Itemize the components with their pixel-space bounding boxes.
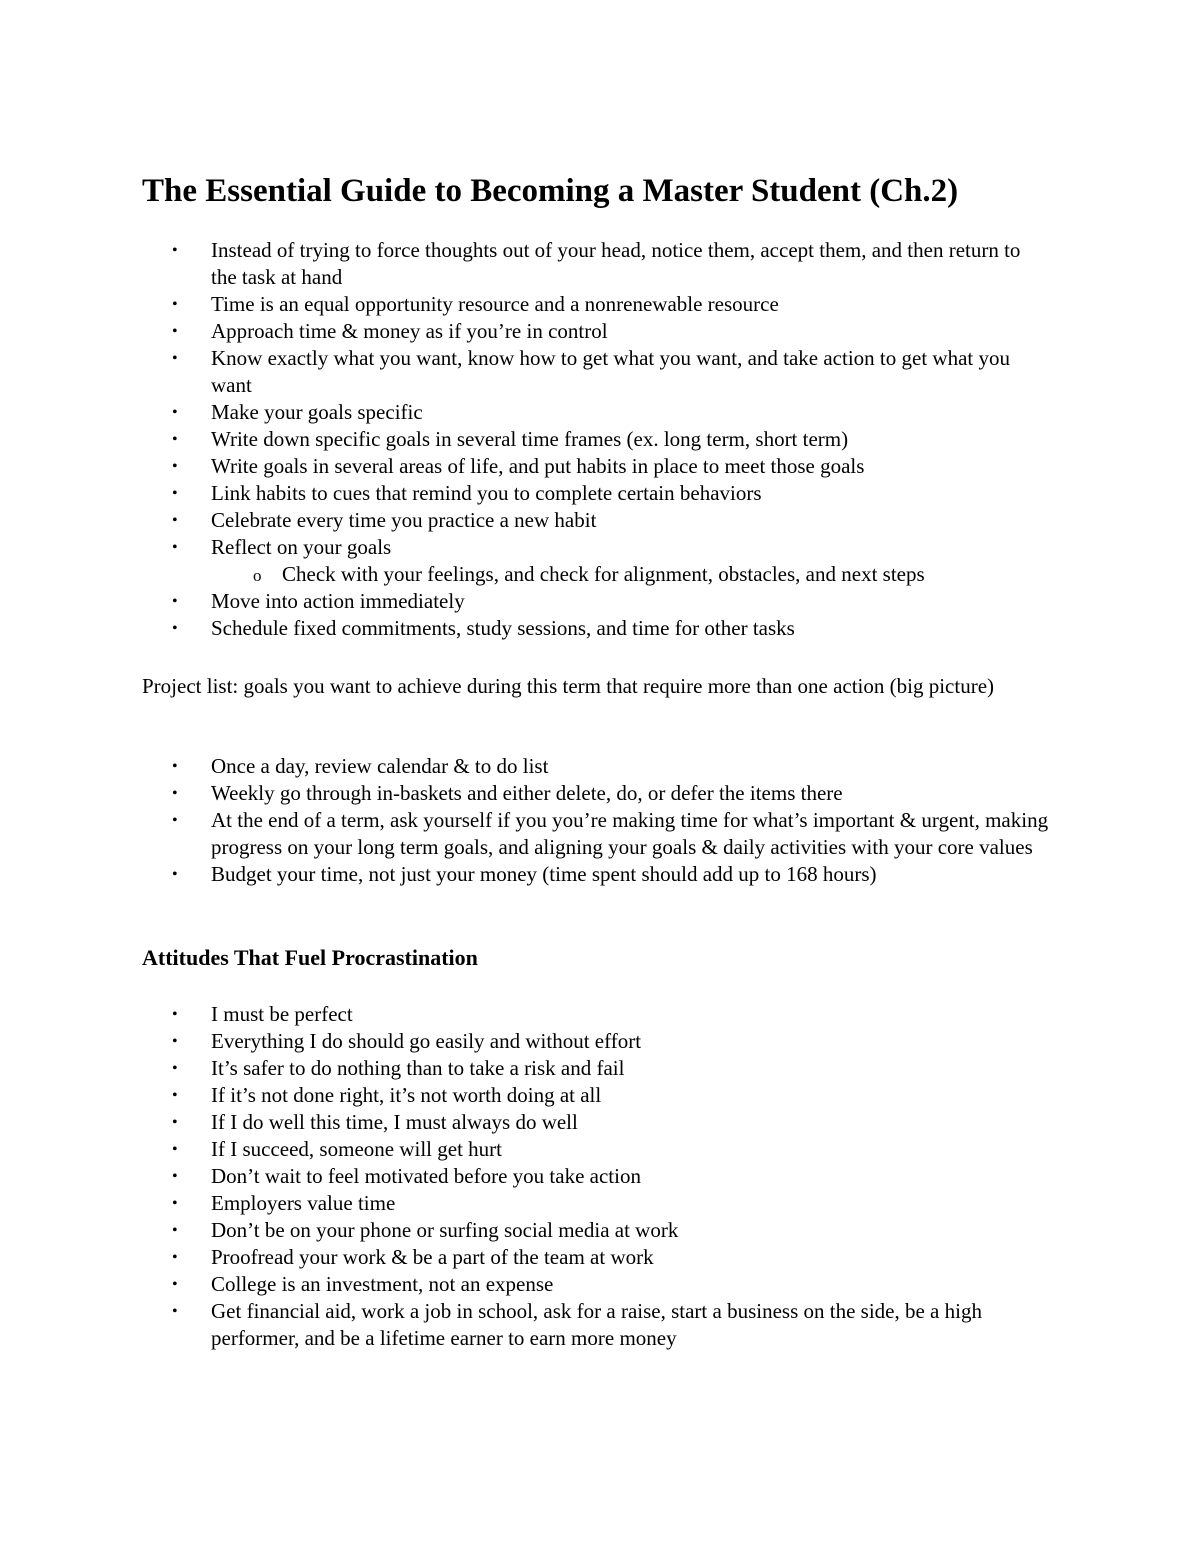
list-item-text: Celebrate every time you practice a new habit <box>211 508 597 532</box>
bullet-icon: • <box>172 1249 178 1266</box>
bullet-icon: • <box>172 1168 178 1185</box>
list-item <box>0 1217 1051 1244</box>
bullet-icon: • <box>172 242 178 259</box>
list-item-text: If I succeed, someone will get hurt <box>211 1137 502 1161</box>
list-item-text: Write goals in several areas of life, and put habits in place to meet those goals <box>211 454 865 478</box>
sub-list-item <box>211 561 1051 588</box>
sub-bullet-icon: o <box>253 566 262 585</box>
bullet-icon: • <box>172 593 178 610</box>
list-item <box>0 1298 1051 1352</box>
list-item-text: Schedule fixed commitments, study sessions, and time for other tasks <box>211 616 795 640</box>
list-item <box>0 1055 1051 1082</box>
bullet-icon: • <box>172 350 178 367</box>
list-item <box>0 453 1051 480</box>
procrastination-attitudes-list <box>0 1001 1200 1352</box>
list-item-text: Everything I do should go easily and without effort <box>211 1029 642 1053</box>
sub-list <box>211 561 1051 588</box>
bullet-icon: • <box>172 1222 178 1239</box>
bullet-icon: • <box>172 296 178 313</box>
list-item <box>0 1082 1051 1109</box>
list-item <box>0 291 1051 318</box>
bullet-icon: • <box>172 812 178 829</box>
list-item <box>0 318 1051 345</box>
sub-list-item-text: Check with your feelings, and check for alignment, obstacles, and next steps <box>282 562 925 586</box>
bullet-icon: • <box>172 1141 178 1158</box>
bullet-icon: • <box>172 404 178 421</box>
bullet-icon: • <box>172 620 178 637</box>
bullet-icon: • <box>172 1276 178 1293</box>
list-item <box>0 1190 1051 1217</box>
bullet-icon: • <box>172 1006 178 1023</box>
list-item-text: It’s safer to do nothing than to take a risk and fail <box>211 1056 625 1080</box>
list-item <box>0 861 1051 888</box>
list-item <box>0 807 1051 861</box>
list-item-text: Once a day, review calendar & to do list <box>211 754 549 778</box>
list-item-text: Instead of trying to force thoughts out of your head, notice them, accept them, and then return to the task at hand <box>211 238 1021 289</box>
list-item <box>0 1271 1051 1298</box>
list-item-text: Move into action immediately <box>211 589 465 613</box>
list-item-text: If it’s not done right, it’s not worth doing at all <box>211 1083 602 1107</box>
list-item-text: If I do well this time, I must always do well <box>211 1110 578 1134</box>
list-item-text: Get financial aid, work a job in school, ask for a raise, start a business on the side, be a high performer, and be a lifetime earner to earn more money <box>211 1299 982 1350</box>
list-item <box>0 237 1051 291</box>
bullet-icon: • <box>172 485 178 502</box>
list-item-text: Know exactly what you want, know how to get what you want, and take action to get what you want <box>211 346 1010 397</box>
bullet-icon: • <box>172 1033 178 1050</box>
list-item-text: Don’t be on your phone or surfing social media at work <box>211 1218 679 1242</box>
list-item <box>0 1109 1051 1136</box>
list-item <box>0 1244 1051 1271</box>
list-item-text: Reflect on your goals <box>211 535 392 559</box>
bullet-icon: • <box>172 458 178 475</box>
list-item <box>0 1136 1051 1163</box>
list-item <box>0 1028 1051 1055</box>
bullet-icon: • <box>172 1060 178 1077</box>
project-list-paragraph: Project list: goals you want to achieve during this term that require more than one action (big picture) <box>142 674 995 698</box>
bullet-icon: • <box>172 785 178 802</box>
bullet-icon: • <box>172 1087 178 1104</box>
list-item-text: Budget your time, not just your money (time spent should add up to 168 hours) <box>211 862 877 886</box>
bullet-icon: • <box>172 539 178 556</box>
list-item-text: Time is an equal opportunity resource and a nonrenewable resource <box>211 292 779 316</box>
bullet-icon: • <box>172 1114 178 1131</box>
list-item-text: Weekly go through in-baskets and either delete, do, or defer the items there <box>211 781 843 805</box>
review-list <box>0 753 1200 888</box>
list-item <box>0 534 1051 588</box>
section-heading: Attitudes That Fuel Procrastination <box>142 945 478 970</box>
list-item-text: College is an investment, not an expense <box>211 1272 554 1296</box>
bullet-icon: • <box>172 323 178 340</box>
bullet-icon: • <box>172 758 178 775</box>
list-item-text: Make your goals specific <box>211 400 423 424</box>
list-item <box>0 780 1051 807</box>
key-points-list <box>0 237 1200 642</box>
list-item <box>0 426 1051 453</box>
list-item <box>0 753 1051 780</box>
list-item <box>0 507 1051 534</box>
list-item <box>0 480 1051 507</box>
list-item-text: Approach time & money as if you’re in control <box>211 319 608 343</box>
bullet-icon: • <box>172 866 178 883</box>
list-item-text: Link habits to cues that remind you to complete certain behaviors <box>211 481 762 505</box>
list-item-text: Proofread your work & be a part of the team at work <box>211 1245 654 1269</box>
list-item <box>0 615 1051 642</box>
list-item-text: Write down specific goals in several time frames (ex. long term, short term) <box>211 427 849 451</box>
document-title: The Essential Guide to Becoming a Master Student (Ch.2) <box>142 173 959 209</box>
bullet-icon: • <box>172 1303 178 1320</box>
list-item-text: At the end of a term, ask yourself if you you’re making time for what’s important & urgent, making progress on your long term goals, and aligning your goals & daily activities with your core values <box>211 808 1049 859</box>
bullet-icon: • <box>172 512 178 529</box>
list-item <box>0 1001 1051 1028</box>
list-item <box>0 345 1051 399</box>
list-item-text: Don’t wait to feel motivated before you take action <box>211 1164 641 1188</box>
list-item <box>0 588 1051 615</box>
list-item-text: Employers value time <box>211 1191 396 1215</box>
list-item <box>0 399 1051 426</box>
bullet-icon: • <box>172 431 178 448</box>
bullet-icon: • <box>172 1195 178 1212</box>
list-item-text: I must be perfect <box>211 1002 353 1026</box>
list-item <box>0 1163 1051 1190</box>
